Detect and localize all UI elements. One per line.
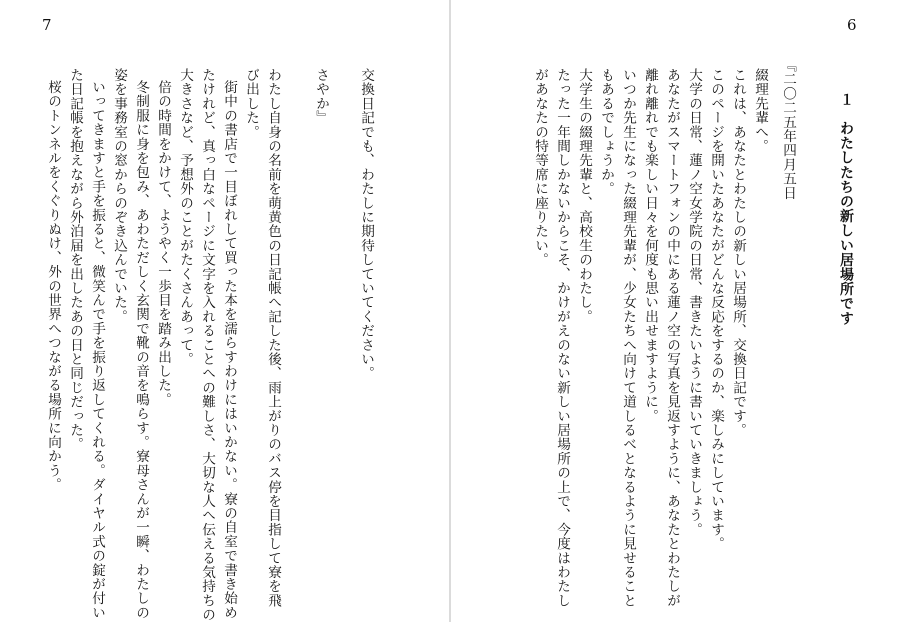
text-line: さやか』 [313, 68, 329, 125]
text-line: た日記帳を抱えながら外泊届を出したあの日と同じだった。 [67, 68, 83, 452]
text-line: 『二〇二五年四月五日 [780, 58, 796, 200]
text-line: いつか先生になった綴理先輩が、少女たちへ向けて道しるべとなるように見せること [620, 68, 636, 608]
text-line: 姿を事務室の窓からのぞき込んでいた。 [111, 68, 127, 324]
text-line: これは、あなたとわたしの新しい居場所、交換日記です。 [730, 68, 746, 438]
right-page [452, 0, 900, 622]
text-line: もあるでしょうか。 [598, 68, 614, 196]
text-line: このページを開いたあなたがどんな反応をするのか、楽しみにしています。 [708, 68, 724, 551]
text-line: 大学の日常、蓮ノ空女学院の日常、書きたいように書いていきましょう。 [686, 68, 702, 537]
page-gutter [449, 0, 451, 622]
text-line: があなたの特等席に座りたい。 [532, 68, 548, 267]
text-line: あなたがスマートフォンの中にある蓮ノ空の写真を見返すように、あなたとわたしが [664, 68, 680, 608]
text-line: 大きさなど、予想外のことがたくさんあって。 [177, 68, 193, 367]
page-number: 7 [42, 16, 52, 34]
text-line: 街中の書店で一目ぼれして買った本を濡らすわけにはいかない。寮の自室で書き始め [221, 80, 237, 620]
text-line: 冬制服に身を包み、あわただしく玄関で靴の音を鳴らす。寮母さんが一瞬、わたしの [133, 80, 149, 620]
text-line: 大学生の綴理先輩と、高校生のわたし。 [576, 68, 592, 324]
text-line: いってきますと手を振ると、微笑んで手を振り返してくれる。ダイヤル式の錠が付い [89, 80, 105, 620]
page-number: 6 [847, 16, 857, 34]
text-line: 交換日記でも、わたしに期待していてください。 [358, 68, 374, 381]
left-page [0, 0, 448, 622]
text-line: たけれど、真っ白なページに文字を入れることへの難しさ、大切な人へ伝える気持ちの [199, 68, 215, 622]
text-line: 綴理先輩へ。 [752, 68, 768, 154]
text-line: たった一年間しかないからこそ、かけがえのない新しい居場所の上で、今度はわたし [554, 68, 570, 608]
text-line: 倍の時間をかけて、ようやく一歩目を踏み出した。 [155, 80, 171, 407]
chapter-title: １ わたしたちの新しい居場所です [838, 92, 854, 326]
text-line: わたし自身の名前を萌黄色の日記帳へ記した後、雨上がりのバス停を目指して寮を飛 [265, 68, 281, 608]
text-line: び出した。 [243, 68, 259, 139]
text-line: 離れ離れでも楽しい日々を何度も思い出せますように。 [642, 68, 658, 423]
text-line: 桜のトンネルをくぐりぬけ、外の世界へつながる場所に向かう。 [45, 80, 61, 492]
